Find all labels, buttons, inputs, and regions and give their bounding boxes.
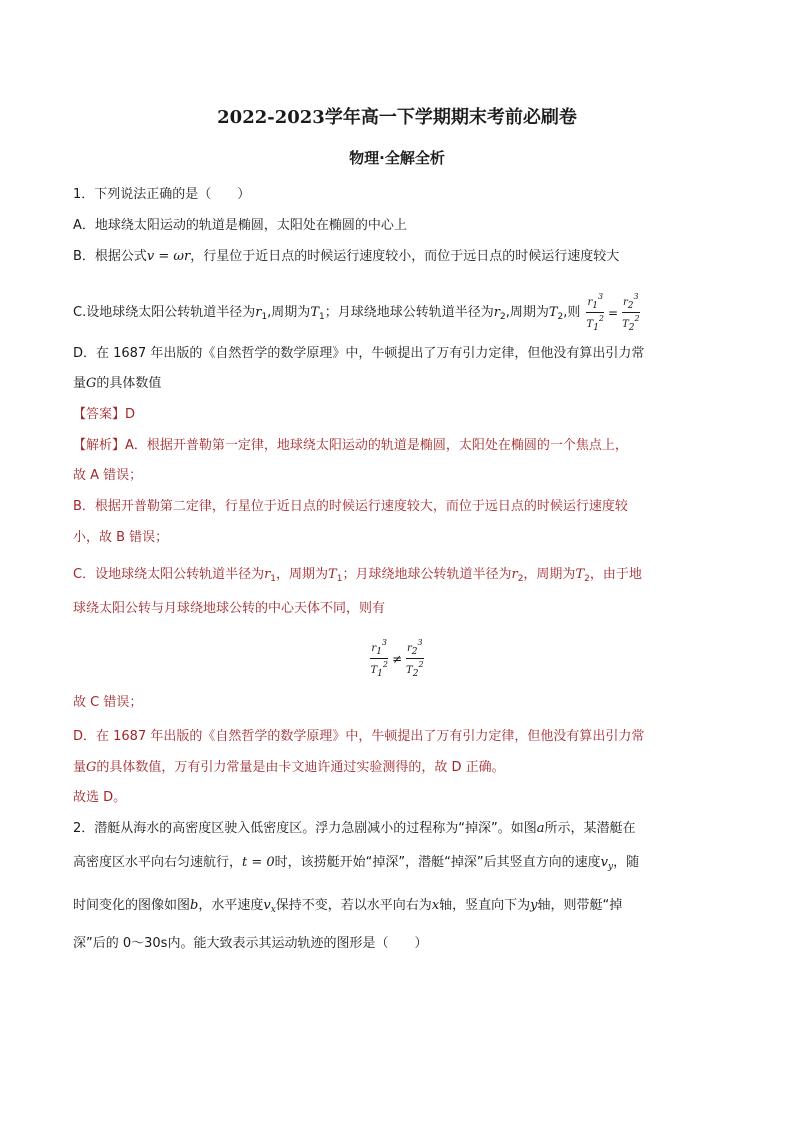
q1-stem: 1．下列说法正确的是（ ） — [73, 187, 251, 202]
q1-explanation-d1: D．在 1687 年出版的《自然哲学的数学原理》中，牛顿提出了万有引力定律，但他没有算出引力常 — [73, 729, 645, 744]
q2-line1: 2．潜艇从海水的高密度区驶入低密度区。浮力急剧减小的过程称为“掉深”。如图a所示，某潜艇在 — [73, 821, 636, 836]
inequality-formula: $\frac{r1^3}{T1^2}$ ≠ $\frac{r2^3}{T2^2}$ — [370, 638, 424, 679]
q1-conclusion: 故选 D。 — [73, 790, 127, 805]
q1-explanation-c3: 故 C 错误； — [73, 695, 143, 710]
q1-explanation-b2: 小，故 B 错误； — [73, 530, 169, 545]
formula-v-omega-r: v = ωr — [146, 249, 191, 264]
q1-option-a: A．地球绕太阳运动的轨道是椭圆，太阳处在椭圆的中心上 — [73, 218, 407, 233]
q1-option-d-line2: 量G的具体数值 — [73, 376, 162, 391]
q1-explanation-a2: 故 A 错误； — [73, 468, 143, 483]
q1-answer: 【答案】D — [73, 407, 136, 422]
q1-explanation-d2: 量G的具体数值，万有引力常量是由卡文迪许通过实验测得的，故 D 正确。 — [73, 760, 505, 775]
fraction-r1-t1: $\frac{r1^3}{T1^2}$ — [586, 292, 605, 333]
q2-line4: 深”后的 0～30s内。能大致表示其运动轨迹的图形是（ ） — [73, 936, 428, 951]
q2-line3: 时间变化的图像如图b，水平速度$v_x$保持不变，若以水平向右为x轴，竖直向下为y轴，则带艇“掉 — [73, 898, 623, 915]
page-subtitle: 物理·全解全析 — [349, 149, 445, 167]
q1-explanation-b1: B．根据开普勒第二定律，行星位于近日点的时候运行速度较大，而位于远日点的时候运行速度较 — [73, 499, 628, 514]
q1-option-b: B．根据公式v = ωr，行星位于近日点的时候运行速度较小，而位于远日点的时候运行速度较大 — [73, 249, 620, 264]
q1-explanation-c2: 球绕太阳公转与月球绕地球公转的中心天体不同，则有 — [73, 601, 386, 616]
fraction-r2-t2: $\frac{r2^3}{T2^2}$ — [622, 292, 640, 333]
q2-line2: 高密度区水平向右匀速航行，t = 0时，该捞艇开始“掉深”，潜艇“掉深”后其竖直方向的速度$v_y$，随 — [73, 855, 640, 872]
page-title: 2022-2023学年高一下学期期末考前必刷卷 — [217, 107, 577, 128]
q1-option-d-line1: D．在 1687 年出版的《自然哲学的数学原理》中，牛顿提出了万有引力定律，但他没有算出引力常 — [73, 346, 645, 361]
equals-sign: = — [608, 305, 619, 320]
not-equal-sign: ≠ — [391, 651, 403, 666]
q1-explanation-a1: 【解析】A．根据开普勒第一定律，地球绕太阳运动的轨道是椭圆，太阳处在椭圆的一个焦点上， — [73, 438, 628, 453]
q1-option-c: C.设地球绕太阳公转轨道半径为$r_1$,周期为$T_1$；月球绕地球公转轨道半径为$r_2$,周期为$T_2$,则 $\frac{r1^3}{T1^2}$ = $\frac{r2^3}{T2^2}$ — [73, 292, 640, 333]
q1-explanation-c1: C．设地球绕太阳公转轨道半径为$r_1$，周期为$T_1$；月球绕地球公转轨道半径为$r_2$，周期为$T_2$，由于地 — [73, 567, 642, 584]
